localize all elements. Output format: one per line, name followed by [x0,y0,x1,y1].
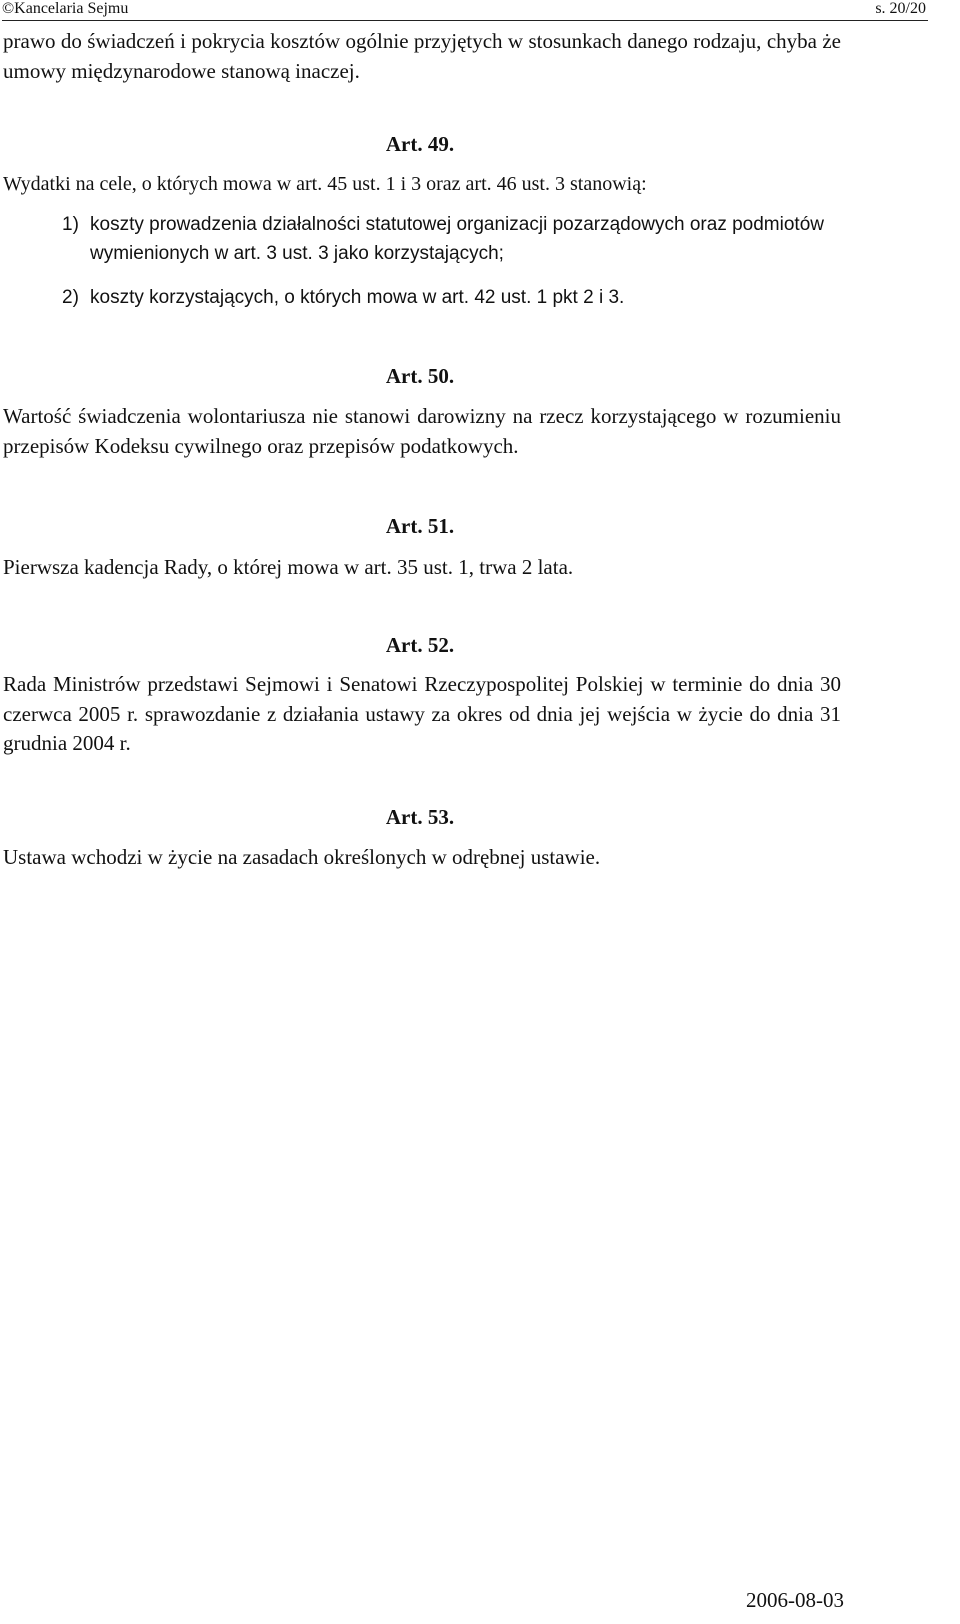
footer-date: 2006-08-03 [746,1588,844,1612]
article-49-lead: Wydatki na cele, o których mowa w art. 45 ust. 1 i 3 oraz art. 46 ust. 3 stanowią: [3,173,647,195]
list-item-number: 2) [62,287,79,308]
article-52-title: Art. 52. [385,633,455,657]
article-51-text: Pierwsza kadencja Rady, o której mowa w art. 35 ust. 1, trwa 2 lata. [3,555,574,579]
article-52-text: Rada Ministrów przedstawi Sejmowi i Senatowi Rzeczypospolitej Polskiej w terminie do dnia 30 czerwca 2005 r. sprawozdanie z działania ustawy za okres od dnia jej wejścia w życie do dnia 31 grudnia 2004 r. [3,672,841,755]
list-item-text: koszty korzystających, o których mowa w art. 42 ust. 1 pkt 2 i 3. [90,287,625,308]
article-53-title: Art. 53. [385,805,455,829]
article-49-item-2 [62,283,842,312]
list-item-number: 1) [62,214,79,235]
header-copyright: ©Kancelaria Sejmu [2,0,129,17]
article-50-title: Art. 50. [385,364,455,388]
article-53-text: Ustawa wchodzi w życie na zasadach określonych w odrębnej ustawie. [3,845,601,869]
article-49-title: Art. 49. [385,132,455,156]
article-51-title: Art. 51. [385,514,455,538]
intro-paragraph: prawo do świadczeń i pokrycia kosztów ogólnie przyjętych w stosunkach danego rodzaju, chyba że umowy międzynarodowe stanową inaczej. [3,29,841,83]
list-item-text: koszty prowadzenia działalności statutowej organizacji pozarządowych oraz podmiotów wymienionych w art. 3 ust. 3 jako korzystających; [90,214,824,264]
header-page-number: s. 20/20 [875,0,926,17]
article-50-text: Wartość świadczenia wolontariusza nie stanowi darowizny na rzecz korzystającego w rozumieniu przepisów Kodeksu cywilnego oraz przepisów podatkowych. [3,404,841,458]
page-header [2,0,928,21]
article-49-item-1 [62,210,842,268]
